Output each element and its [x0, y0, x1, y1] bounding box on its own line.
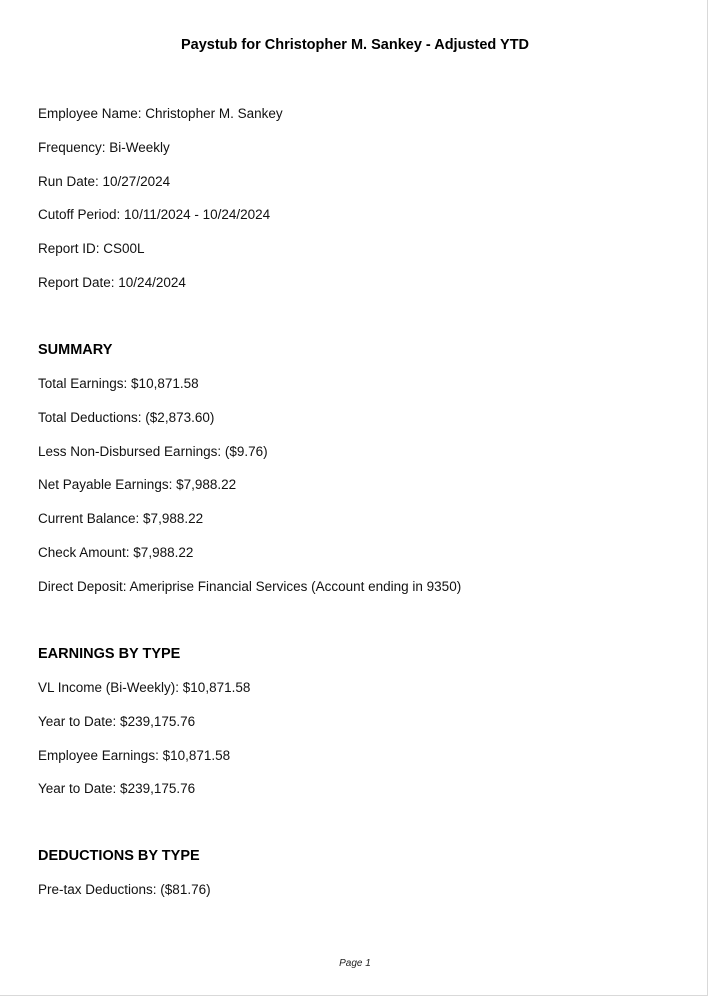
net-payable-line: Net Payable Earnings: $7,988.22	[38, 477, 237, 492]
vl-income-ytd-line: Year to Date: $239,175.76	[38, 714, 196, 729]
vl-income-line: VL Income (Bi-Weekly): $10,871.58	[38, 680, 251, 695]
cutoff-period-line: Cutoff Period: 10/11/2024 - 10/24/2024	[38, 207, 271, 222]
employee-name-line: Employee Name: Christopher M. Sankey	[38, 106, 283, 121]
report-id-line: Report ID: CS00L	[38, 241, 145, 256]
deductions-heading: DEDUCTIONS BY TYPE	[38, 848, 200, 864]
report-date-line: Report Date: 10/24/2024	[38, 275, 186, 290]
employee-earnings-line: Employee Earnings: $10,871.58	[38, 748, 231, 763]
earnings-heading: EARNINGS BY TYPE	[38, 646, 181, 662]
check-amount-line: Check Amount: $7,988.22	[38, 545, 194, 560]
run-date-line: Run Date: 10/27/2024	[38, 174, 171, 189]
summary-heading: SUMMARY	[38, 342, 113, 358]
non-disbursed-line: Less Non-Disbursed Earnings: ($9.76)	[38, 444, 268, 459]
employee-earnings-ytd-line: Year to Date: $239,175.76	[38, 781, 196, 796]
page-number: Page 1	[339, 958, 371, 969]
pretax-deductions-line: Pre-tax Deductions: ($81.76)	[38, 882, 211, 897]
total-earnings-line: Total Earnings: $10,871.58	[38, 376, 199, 391]
total-deductions-line: Total Deductions: ($2,873.60)	[38, 410, 215, 425]
current-balance-line: Current Balance: $7,988.22	[38, 511, 204, 526]
page-title: Paystub for Christopher M. Sankey - Adjusted YTD	[180, 37, 530, 53]
frequency-line: Frequency: Bi-Weekly	[38, 140, 170, 155]
direct-deposit-line: Direct Deposit: Ameriprise Financial Services (Account ending in 9350)	[38, 579, 462, 594]
